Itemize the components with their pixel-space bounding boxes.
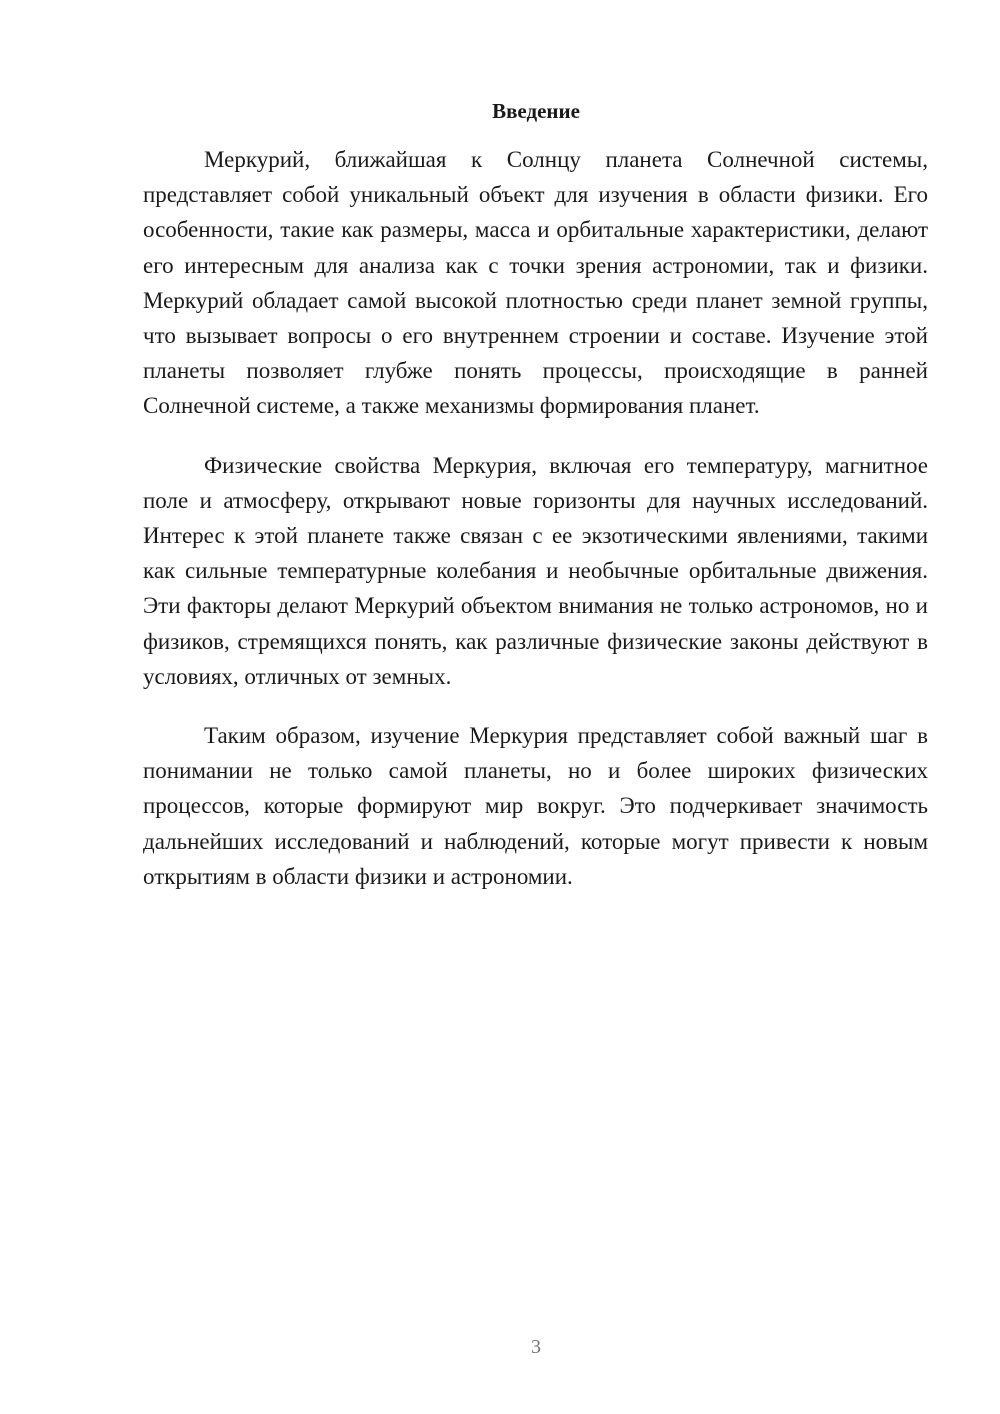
body-text bbox=[143, 142, 928, 894]
paragraph-2: Физические свойства Меркурия, включая его температуру, магнитное поле и атмосферу, открывают новые горизонты для научных исследований. Интерес к этой планете также связан с ее экзотическими явлениями, такими как сильные температурные колебания и необычные орбитальные движения. Эти факторы делают Меркурий объектом внимания не только астрономов, но и физиков, стремящихся понять, как различные физические законы действуют в условиях, отличных от земных. bbox=[143, 452, 928, 689]
page-number: 3 bbox=[531, 1336, 541, 1358]
paragraph-1: Меркурий, ближайшая к Солнцу планета Солнечной системы, представляет собой уникальный объект для изучения в области физики. Его особенности, такие как размеры, масса и орбитальные характеристики, делают его интересным для анализа как с точки зрения астрономии, так и физики. Меркурий обладает самой высокой плотностью среди планет земной группы, что вызывает вопросы о его внутреннем строении и составе. Изучение этой планеты позволяет глубже понять процессы, происходящие в ранней Солнечной системе, а также механизмы формирования планет. bbox=[143, 147, 928, 419]
page-title: Введение bbox=[492, 99, 580, 123]
paragraph-3: Таким образом, изучение Меркурия представляет собой важный шаг в понимании не только самой планеты, но и более широких физических процессов, которые формируют мир вокруг. Это подчеркивает значимость дальнейших исследований и наблюдений, которые могут привести к новым открытиям в области физики и астрономии. bbox=[143, 723, 928, 889]
